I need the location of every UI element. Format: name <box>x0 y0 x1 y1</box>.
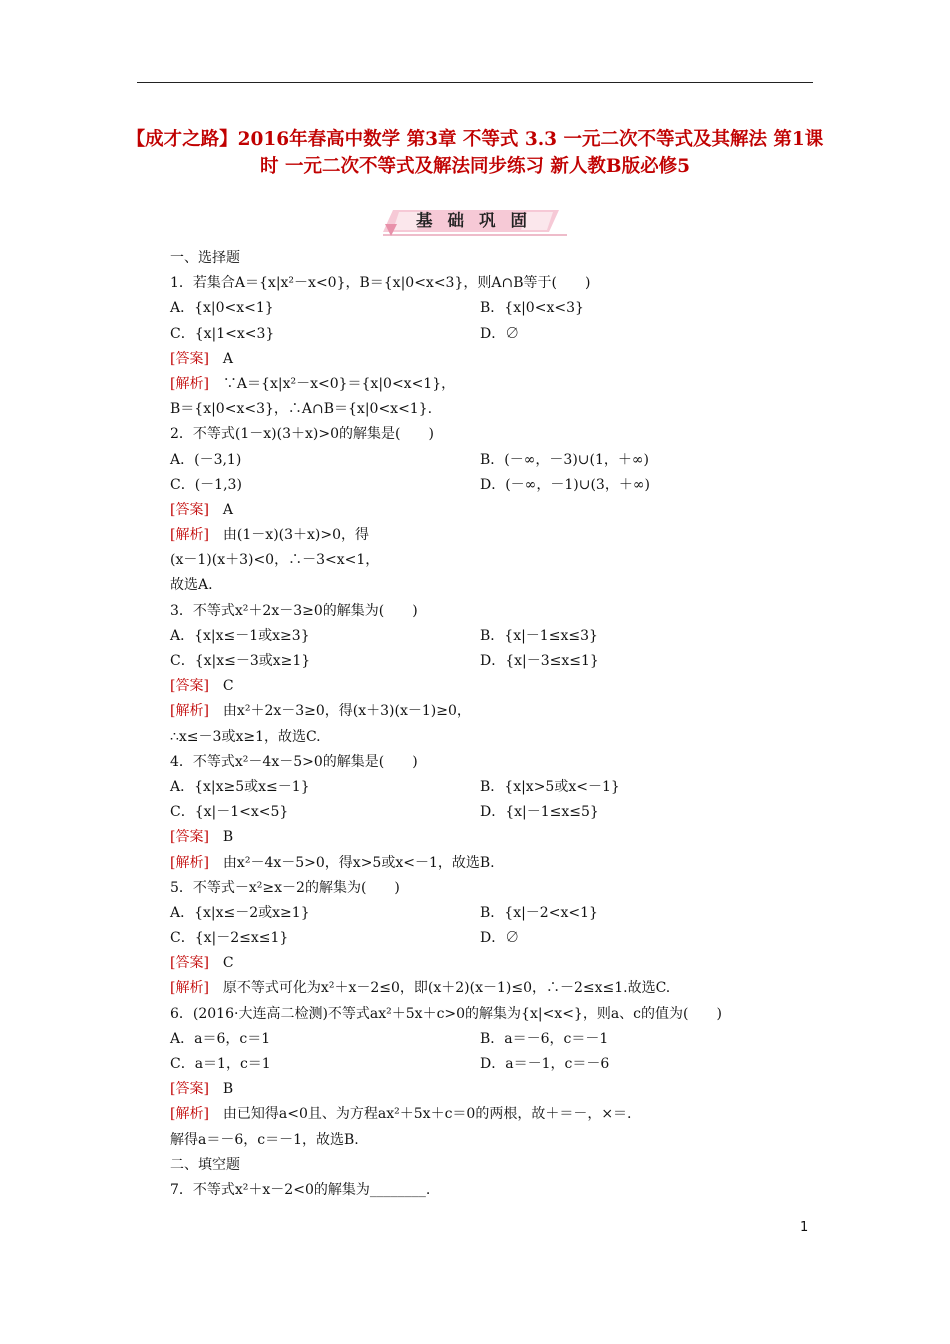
option-left: C．a＝1，c＝1 <box>170 1056 271 1072</box>
option-row <box>170 649 820 674</box>
line-text: 7．不等式x²＋x－2<0的解集为________. <box>170 1181 431 1198</box>
answer-line <box>170 372 820 397</box>
section-banner <box>383 202 567 238</box>
option-left: A．(－3,1) <box>170 451 242 468</box>
option-left: C．{x|－1<x<5} <box>170 804 289 821</box>
text-line <box>170 750 820 775</box>
answer-line <box>170 1077 820 1102</box>
text-line <box>170 573 820 598</box>
banner-text: 基础巩固 <box>416 211 542 230</box>
line-text: 一、选择题 <box>170 250 240 266</box>
option-row <box>170 448 820 473</box>
line-text: 二、填空题 <box>170 1156 240 1173</box>
text-line <box>170 1128 820 1153</box>
text-line <box>170 422 820 447</box>
line-text: 4．不等式x²－4x－5>0的解集是( ) <box>170 753 418 770</box>
exercise-content <box>170 246 820 1203</box>
option-row <box>170 926 820 951</box>
option-right: B．(－∞，－3)∪(1，＋∞) <box>480 451 650 468</box>
option-row <box>170 901 820 926</box>
option-row <box>170 1052 820 1077</box>
answer-line <box>170 1102 820 1127</box>
text-line <box>170 271 820 296</box>
answer-line <box>170 699 820 724</box>
line-text: 5．不等式－x²≥x－2的解集为( ) <box>170 879 400 896</box>
text-line <box>170 725 820 750</box>
option-right: B．{x|－1≤x≤3} <box>480 627 598 644</box>
option-row <box>170 775 820 800</box>
line-text: 故选A. <box>170 577 213 594</box>
answer-label: [答案] <box>170 678 209 695</box>
line-text: ∵A＝{x|x²－x<0}＝{x|0<x<1}， <box>208 375 456 392</box>
option-right: B．{x|0<x<3} <box>480 300 584 317</box>
line-text: 3．不等式x²＋2x－3≥0的解集为( ) <box>170 602 418 619</box>
answer-label: [解析] <box>170 375 209 392</box>
text-line <box>170 599 820 624</box>
option-left: A．a＝6，c＝1 <box>170 1030 271 1047</box>
answer-label: [解析] <box>170 1106 209 1123</box>
option-right: D．a＝－1，c＝－6 <box>480 1056 610 1072</box>
option-left: A．{x|x≤－2或x≥1} <box>170 904 310 921</box>
page-number: 1 <box>800 1220 809 1235</box>
option-right: B．{x|－2<x<1} <box>480 904 598 921</box>
option-left: C．(－1,3) <box>170 476 242 493</box>
answer-line <box>170 951 820 976</box>
document-title: 【成才之路】2016年春高中数学 第3章 不等式 3.3 一元二次不等式及其解法 第1课时 一元二次不等式及解法同步练习 新人教B版必修5 <box>126 129 824 177</box>
text-line <box>170 548 820 573</box>
line-text: 由x²＋2x－3≥0，得(x＋3)(x－1)≥0， <box>208 703 471 720</box>
line-text: 由x²－4x－5>0，得x>5或x<－1，故选B. <box>208 854 495 871</box>
line-text: 原不等式可化为x²＋x－2≤0，即(x＋2)(x－1)≤0，∴－2≤x≤1.故选C. <box>208 980 671 997</box>
line-text: B＝{x|0<x<3}，∴A∩B＝{x|0<x<1}. <box>170 401 433 418</box>
line-text: A <box>208 350 234 367</box>
option-right: D．(－∞，－1)∪(3，＋∞) <box>480 476 650 493</box>
line-text: 解得a＝－6，c＝－1，故选B. <box>170 1131 359 1148</box>
text-line <box>170 1178 820 1203</box>
answer-line <box>170 976 820 1001</box>
answer-line <box>170 674 820 699</box>
option-right: D．∅ <box>480 325 520 342</box>
option-left: C．{x|x≤－3或x≥1} <box>170 653 311 669</box>
answer-line <box>170 498 820 523</box>
text-line <box>170 397 820 422</box>
line-text: ∴x≤－3或x≥1，故选C. <box>170 728 321 745</box>
text-line <box>170 876 820 901</box>
line-text: B <box>208 1081 234 1098</box>
line-text: C <box>208 678 234 695</box>
option-row <box>170 473 820 498</box>
option-right: D．{x|－1≤x≤5} <box>480 804 599 821</box>
option-right: B．{x|x>5或x<－1} <box>480 778 620 795</box>
answer-label: [答案] <box>170 955 209 972</box>
option-right: D．{x|－3≤x≤1} <box>480 653 599 669</box>
line-text: 由(1－x)(3＋x)>0，得 <box>208 527 370 544</box>
line-text: 2．不等式(1－x)(3＋x)>0的解集是( ) <box>170 426 434 443</box>
answer-line <box>170 851 820 876</box>
answer-label: [答案] <box>170 350 209 367</box>
option-left: C．{x|1<x<3} <box>170 325 275 342</box>
option-row <box>170 296 820 321</box>
answer-line <box>170 825 820 850</box>
line-text: B <box>208 829 234 846</box>
line-text: A <box>208 501 234 518</box>
option-right: B．a＝－6，c＝－1 <box>480 1030 609 1047</box>
line-text: 由已知得a<0且、为方程ax²＋5x＋c＝0的两根，故＋＝－，×＝. <box>208 1106 632 1123</box>
option-row <box>170 322 820 347</box>
option-left: A．{x|x≤－1或x≥3} <box>170 627 310 644</box>
option-left: A．{x|x≥5或x≤－1} <box>170 778 310 795</box>
answer-label: [答案] <box>170 501 209 518</box>
option-row <box>170 624 820 649</box>
text-line <box>170 1153 820 1178</box>
answer-line <box>170 523 820 548</box>
option-row <box>170 800 820 825</box>
answer-label: [答案] <box>170 829 209 846</box>
answer-label: [解析] <box>170 854 209 871</box>
option-left: C．{x|－2≤x≤1} <box>170 930 289 947</box>
option-right: D．∅ <box>480 930 520 947</box>
option-left: A．{x|0<x<1} <box>170 300 274 317</box>
text-line <box>170 1002 820 1027</box>
line-text: 6．(2016·大连高二检测)不等式ax²＋5x＋c>0的解集为{x|<x<}，则a、c的值为( ) <box>170 1005 722 1022</box>
option-row <box>170 1027 820 1052</box>
line-text: (x－1)(x＋3)<0，∴－3<x<1， <box>170 552 380 569</box>
answer-label: [解析] <box>170 980 209 997</box>
answer-label: [解析] <box>170 527 209 544</box>
line-text: C <box>208 955 234 972</box>
line-text: 1．若集合A＝{x|x²－x<0}，B＝{x|0<x<3}，则A∩B等于( ) <box>170 275 591 292</box>
text-line <box>170 246 820 271</box>
answer-line <box>170 347 820 372</box>
header-rule <box>137 82 813 83</box>
answer-label: [答案] <box>170 1081 209 1098</box>
answer-label: [解析] <box>170 703 209 720</box>
